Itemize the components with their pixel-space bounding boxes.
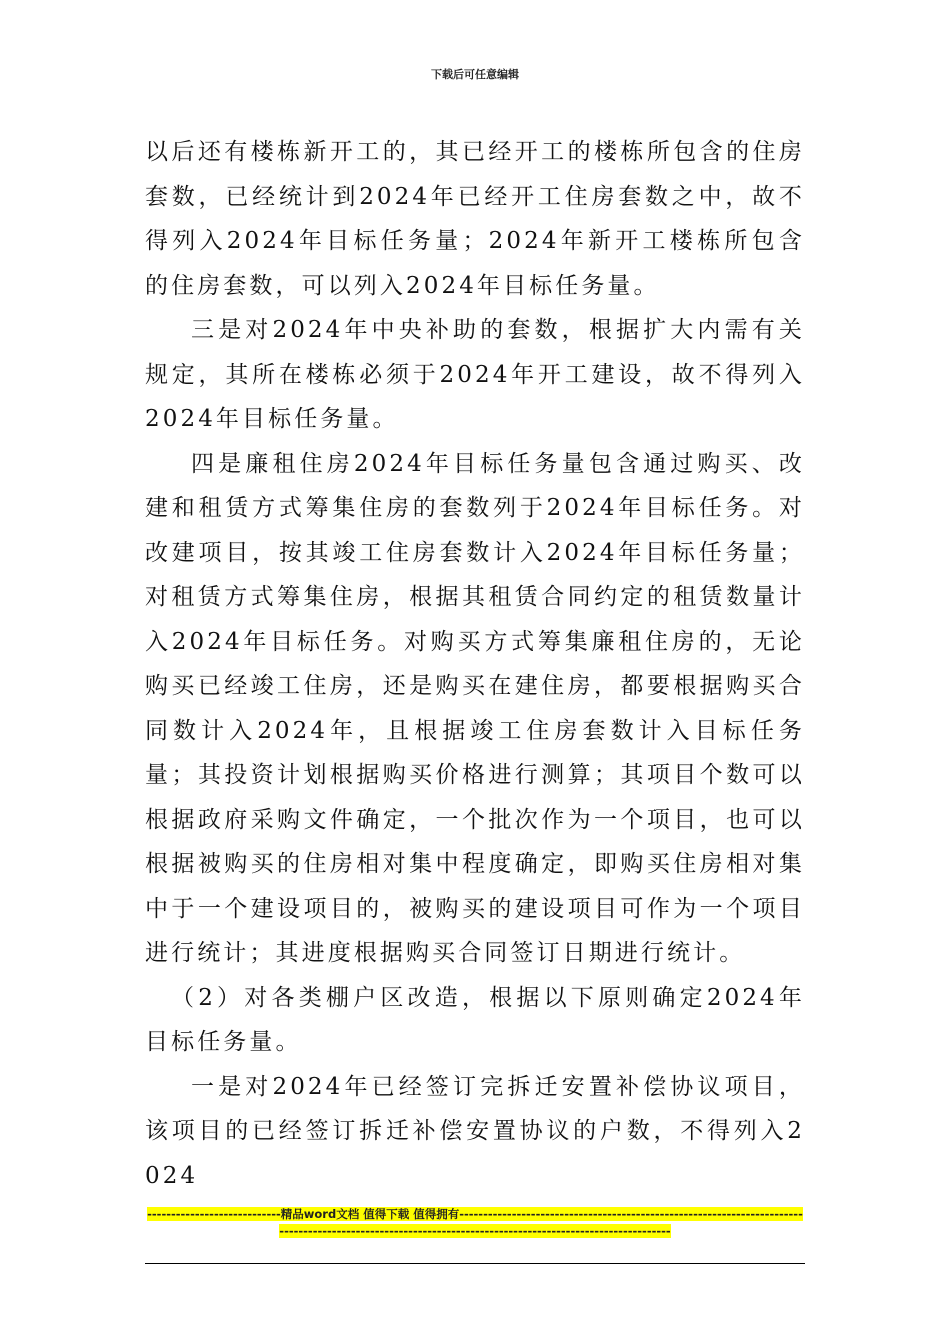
footer-banner (145, 1206, 805, 1240)
footer-divider (145, 1263, 805, 1264)
paragraph-point-one: 一是对2024年已经签订完拆迁安置补偿协议项目，该项目的已经签订拆迁补偿安置协议的户数，不得列入2024 (145, 1073, 805, 1189)
document-body (145, 130, 805, 1198)
paragraph-point-three: 三是对2024年中央补助的套数，根据扩大内需有关规定，其所在楼栋必须于2024年开工建设，故不得列入2024年目标任务量。 (145, 317, 805, 432)
footer-banner-text: ----------------------------精品word文档 值得下载 值得拥有---------------------------------------------------------------------------------------------------------------------------------------------------------- (147, 1207, 803, 1238)
paragraph-continuation: 以后还有楼栋新开工的，其已经开工的楼栋所包含的住房套数，已经统计到2024年已经开工住房套数之中，故不得列入2024年目标任务量；2024年新开工楼栋所包含的住房套数，可以列入2024年目标任务量。 (145, 139, 805, 299)
paragraph-section-2: （2）对各类棚户区改造，根据以下原则确定2024年目标任务量。 (145, 984, 805, 1055)
page-header: 下载后可任意编辑 (431, 68, 519, 81)
paragraph-point-four: 四是廉租住房2024年目标任务量包含通过购买、改建和租赁方式筹集住房的套数列于2024年目标任务。对改建项目，按其竣工住房套数计入2024年目标任务量；对租赁方式筹集住房，根据其租赁合同约定的租赁数量计入2024年目标任务。对购买方式筹集廉租住房的，无论购买已经竣工住房，还是购买在建住房，都要根据购买合同数计入2024年，且根据竣工住房套数计入目标任务量；其投资计划根据购买价格进行测算；其项目个数可以根据政府采购文件确定，一个批次作为一个项目，也可以根据被购买的住房相对集中程度确定，即购买住房相对集中于一个建设项目的，被购买的建设项目可作为一个项目进行统计；其进度根据购买合同签订日期进行统计。 (145, 450, 805, 966)
